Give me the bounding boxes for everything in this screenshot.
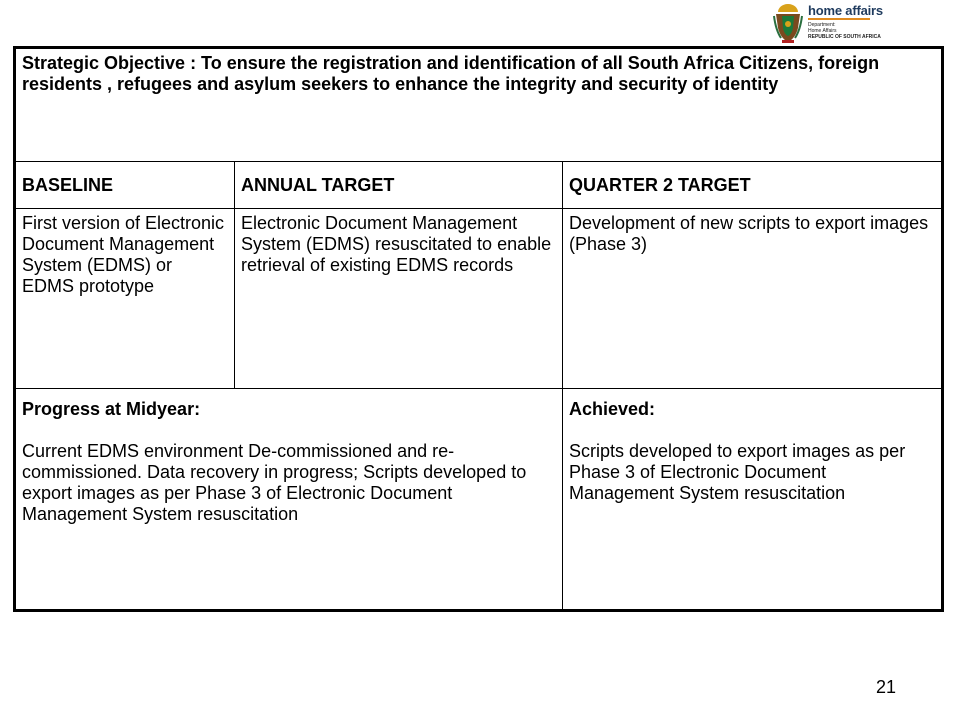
progress-cell <box>15 389 563 611</box>
cell-annual-target: Electronic Document Management System (EDMS) resuscitated to enable retrieval of existing EDMS records <box>235 209 563 389</box>
department-label <box>808 22 881 40</box>
header-annual-target: ANNUAL TARGET <box>235 162 563 209</box>
brand-underline <box>808 18 870 20</box>
page-number: 21 <box>876 677 897 697</box>
dept-line-3: REPUBLIC OF SOUTH AFRICA <box>808 34 881 40</box>
dept-line-2: Home Affairs <box>808 28 837 34</box>
achieved-text: Scripts developed to export images as per Phase 3 of Electronic Document Management System resuscitation <box>569 441 906 503</box>
achieved-cell <box>563 389 943 611</box>
strategic-objective-table <box>13 46 944 612</box>
progress-text: Current EDMS environment De-commissioned and re-commissioned. Data recovery in progress; Scripts developed to export images as per Phase 3 of Electronic Document Management System resuscitation <box>22 441 527 524</box>
cell-quarter-2-target: Development of new scripts to export images (Phase 3) <box>563 209 943 389</box>
progress-label: Progress at Midyear: <box>22 399 201 419</box>
dept-line-1: Department: <box>808 22 836 28</box>
strategic-objective-text: Strategic Objective : To ensure the registration and identification of all South Africa Citizens, foreign residents , refugees and asylum seekers to enhance the integrity and security of identity <box>22 53 880 94</box>
header-baseline: BASELINE <box>15 162 235 209</box>
achieved-label: Achieved: <box>569 399 656 419</box>
cell-baseline: First version of Electronic Document Management System (EDMS) or EDMS prototype <box>15 209 235 389</box>
coat-of-arms-icon <box>772 2 804 44</box>
brand-name: home affairs <box>808 3 883 18</box>
home-affairs-logo <box>772 2 902 46</box>
header-quarter-2-target: QUARTER 2 TARGET <box>563 162 943 209</box>
strategic-objective-cell <box>15 48 943 162</box>
